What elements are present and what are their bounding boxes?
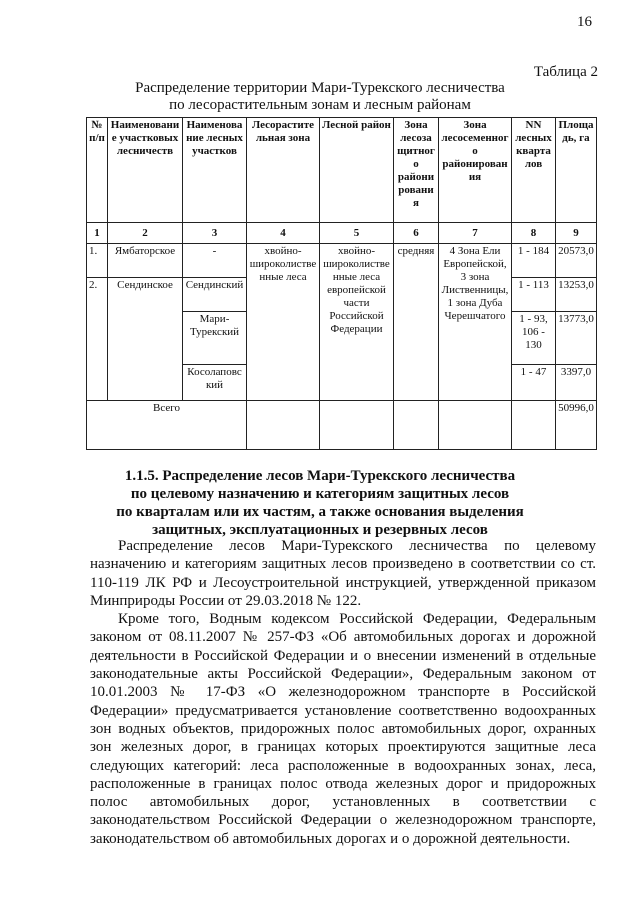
table-title xyxy=(0,80,640,114)
header-cell-area: Площадь, га xyxy=(556,118,597,223)
column-number-row xyxy=(87,223,597,244)
column-number: 4 xyxy=(247,223,320,244)
column-number: 9 xyxy=(556,223,597,244)
section-heading-line: защитных, эксплуатационных и резервных лесов xyxy=(152,522,488,538)
quarters-cell: 1 - 184 xyxy=(512,244,556,278)
paragraph: Кроме того, Водным кодексом Российской Федерации, Федеральным законом от 08.11.2007 № 257-ФЗ «Об автомобильных дорогах и дорожной деятельности в Российской Федерации и о внесении изменений в отдельные законодательные акты Российской Федерации», Федеральным законом от 10.01.2003 № 17-ФЗ «О железнодорожном транспорте в Российской Федерации» предусматривается установление соответственно водоохранных зон водных объектов, придорожных полос автомобильных дорог, охранных зон железных дорог, в границах которых проектируются защитные леса следующих категорий: леса расположенные в водоохранных зонах, леса, расположенные в границах полос отвода железных дорог и придорожных полос автомобильных дорог, установленных в соответствии с законодательством Российской Федерации о железнодорожном транспорте, законодательством об автомобильных дорогах и о дорожной деятельности. xyxy=(90,611,596,847)
empty-cell xyxy=(439,401,512,450)
column-number: 8 xyxy=(512,223,556,244)
area-cell: 3397,0 xyxy=(556,365,597,401)
site-name: - xyxy=(183,244,247,278)
column-number: 3 xyxy=(183,223,247,244)
header-cell-protection-zone: Зона лесозащитного районирования xyxy=(394,118,439,223)
area-cell: 13773,0 xyxy=(556,312,597,365)
paragraph: Распределение лесов Мари-Турекского лесничества по целевому назначению и категориям защитных лесов произведено в соответствии со ст. 110-119 ЛК РФ и Лесоустроительной инструкцией, утвержденной приказом Минприроды России от 29.03.2018 № 122. xyxy=(90,538,596,609)
section-heading-line: по кварталам или их частям, а также основания выделения xyxy=(116,504,524,520)
zone-cell: хвойно-широколиственные леса xyxy=(247,244,320,401)
header-cell-zone: Лесорастительная зона xyxy=(247,118,320,223)
header-cell-site: Наименование лесных участков xyxy=(183,118,247,223)
district-name: Ямбаторское xyxy=(108,244,183,278)
quarters-cell: 1 - 47 xyxy=(512,365,556,401)
column-number: 2 xyxy=(108,223,183,244)
area-cell: 20573,0 xyxy=(556,244,597,278)
area-cell: 13253,0 xyxy=(556,278,597,312)
body-text xyxy=(90,537,596,848)
site-name: Мари-Турекский xyxy=(183,312,247,365)
empty-cell xyxy=(320,401,394,450)
empty-cell xyxy=(247,401,320,450)
empty-cell xyxy=(394,401,439,450)
column-number: 7 xyxy=(439,223,512,244)
total-area: 50996,0 xyxy=(556,401,597,450)
protection-zone-cell: средняя xyxy=(394,244,439,401)
quarters-cell: 1 - 113 xyxy=(512,278,556,312)
forest-distribution-table xyxy=(86,117,597,450)
header-cell-seed-zone: Зона лесосеменного районирования xyxy=(439,118,512,223)
section-heading-line: по целевому назначению и категориям защитных лесов xyxy=(130,486,510,502)
seed-zone-cell: 4 Зона Ели Европейской, 3 зона Лиственницы, 1 зона Дуба Черешчатого xyxy=(439,244,512,401)
row-number: 2. xyxy=(87,278,108,401)
table-row xyxy=(87,244,597,278)
section-heading-line: 1.1.5. Распределение лесов Мари-Турекского лесничества xyxy=(124,468,516,484)
header-cell-region: Лесной район xyxy=(320,118,394,223)
site-name: Косолаповский xyxy=(183,365,247,401)
site-name: Сендинский xyxy=(183,278,247,312)
page-number: 16 xyxy=(577,14,592,30)
district-name: Сендинское xyxy=(108,278,183,401)
column-number: 5 xyxy=(320,223,394,244)
table-title-line: Распределение территории Мари-Турекского лесничества xyxy=(135,80,505,96)
table-total-row xyxy=(87,401,597,450)
table-header-row xyxy=(87,118,597,223)
header-cell-num: № п/п xyxy=(87,118,108,223)
header-cell-quarters: NN лесных кварталов xyxy=(512,118,556,223)
table-title-line: по лесорастительным зонам и лесным районам xyxy=(169,97,471,113)
column-number: 1 xyxy=(87,223,108,244)
region-cell: хвойно-широколиственные леса европейской части Российской Федерации xyxy=(320,244,394,401)
total-label: Всего xyxy=(87,401,247,450)
quarters-cell: 1 - 93, 106 - 130 xyxy=(512,312,556,365)
column-number: 6 xyxy=(394,223,439,244)
table-label: Таблица 2 xyxy=(533,64,598,80)
section-heading xyxy=(0,467,640,539)
row-number: 1. xyxy=(87,244,108,278)
empty-cell xyxy=(512,401,556,450)
header-cell-district: Наименование участковых лесничеств xyxy=(108,118,183,223)
